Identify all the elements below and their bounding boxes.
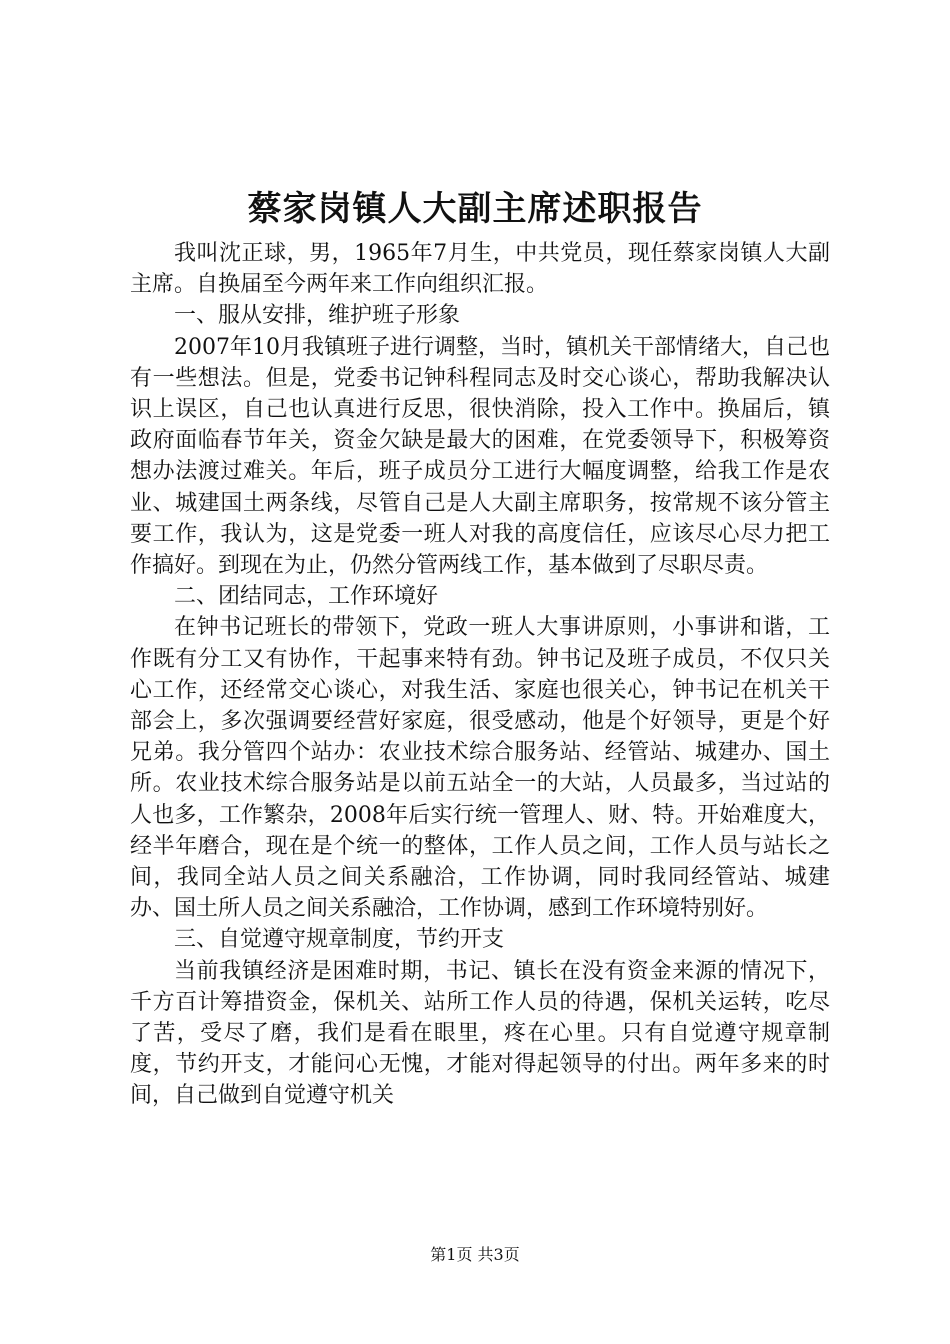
section-heading-1: 一、服从安排，维护班子形象: [174, 303, 461, 329]
page-footer: 第1页 共3页: [430, 1245, 520, 1264]
intro-paragraph: 我叫沈正球，男，1965年7月生，中共党员，现任蔡家岗镇人大副主席。自换届至今两年来工作向组织汇报。: [130, 241, 830, 298]
section-2-paragraph: 在钟书记班长的带领下，党政一班人大事讲原则，小事讲和谐，工作既有分工又有协作，干起事来特有劲。钟书记及班子成员，不仅只关心工作，还经常交心谈心，对我生活、家庭也很关心，钟书记在机关干部会上，多次强调要经营好家庭，很受感动，他是个好领导，更是个好兄弟。我分管四个站办：农业技术综合服务站、经管站、城建办、国土所。农业技术综合服务站是以前五站全一的大站，人员最多，当过站的人也多，工作繁杂，2008年后实行统一管理人、财、特。开始难度大，经半年磨合，现在是个统一的整体，工作人员之间，工作人员与站长之间，我同全站人员之间关系融洽，工作协调，同时我同经管站、城建办、国土所人员之间关系融洽，工作协调，感到工作环境特别好。: [130, 615, 830, 922]
document-body: [130, 238, 830, 1112]
section-3-paragraph: 当前我镇经济是困难时期，书记、镇长在没有资金来源的情况下，千方百计筹措资金，保机关、站所工作人员的待遇，保机关运转，吃尽了苦，受尽了磨，我们是看在眼里，疼在心里。只有自觉遵守规章制度，节约开支，才能问心无愧，才能对得起领导的付出。两年多来的时间，自己做到自觉遵守机关: [130, 958, 830, 1109]
section-heading-2: 二、团结同志，工作环境好: [174, 584, 439, 610]
document-title: 蔡家岗镇人大副主席述职报告: [247, 189, 703, 229]
section-heading-3: 三、自觉遵守规章制度，节约开支: [174, 927, 505, 953]
section-1-paragraph: 2007年10月我镇班子进行调整，当时，镇机关干部情绪大，自己也有一些想法。但是，党委书记钟科程同志及时交心谈心，帮助我解决认识上误区，自己也认真进行反思，很快消除，投入工作中。换届后，镇政府面临春节年关，资金欠缺是最大的困难，在党委领导下，积极筹资想办法渡过难关。年后，班子成员分工进行大幅度调整，给我工作是农业、城建国土两条线，尽管自己是人大副主席职务，按常规不该分管主要工作，我认为，这是党委一班人对我的高度信任，应该尽心尽力把工作搞好。到现在为止，仍然分管两线工作，基本做到了尽职尽责。: [130, 334, 831, 579]
